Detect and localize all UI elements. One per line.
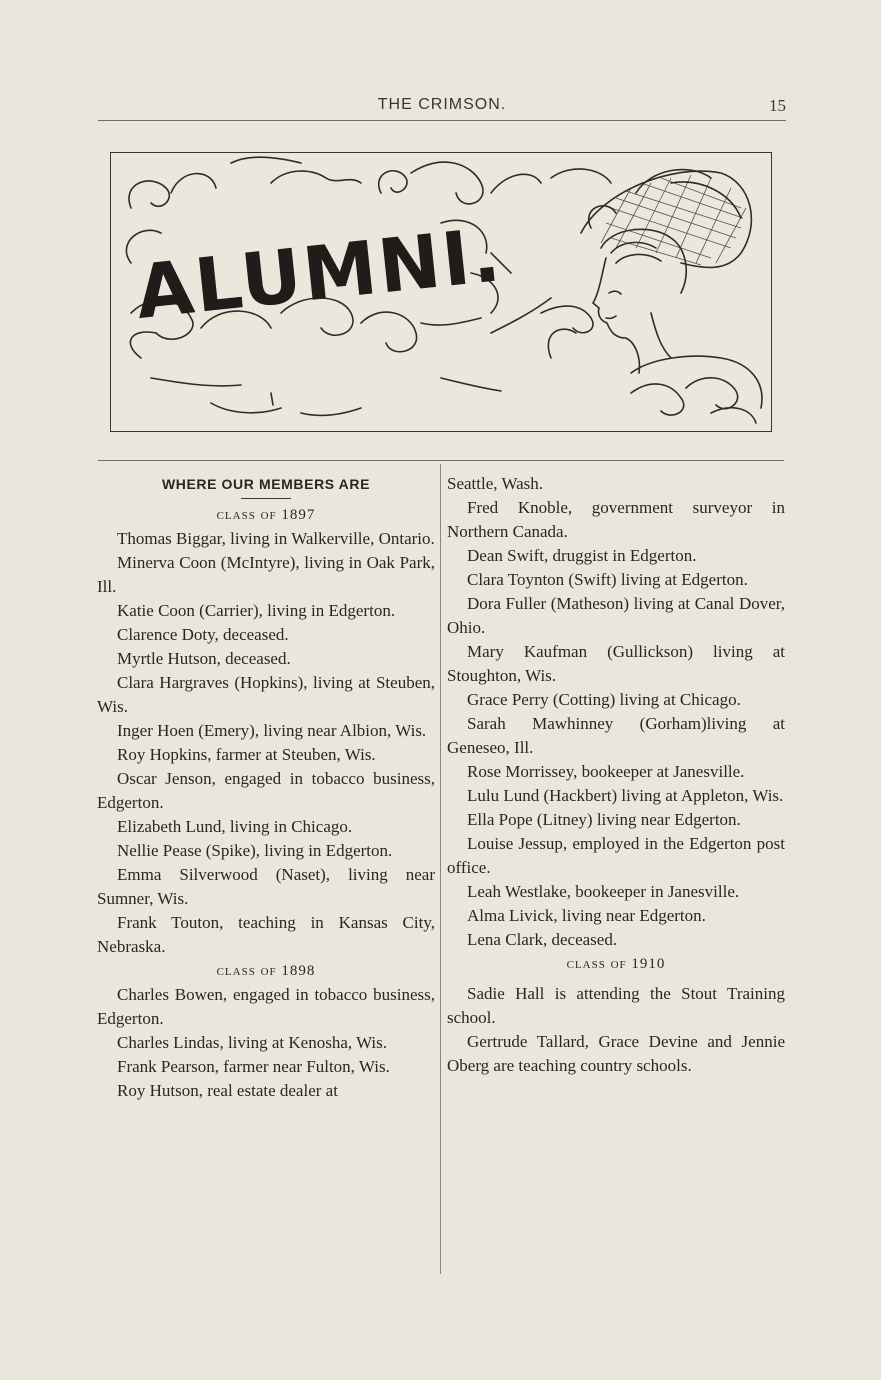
- page-number: 15: [769, 96, 786, 115]
- alumni-entry: Thomas Biggar, living in Walkerville, Ontario.: [117, 529, 435, 548]
- alumni-entry: Clara Toynton (Swift) living at Edgerton.: [467, 570, 748, 589]
- alumni-entry-continued: Seattle, Wash.: [447, 474, 544, 493]
- alumni-entry: Mary Kaufman (Gullickson) living at Stoughton, Wis.: [447, 642, 785, 685]
- alumni-entry: Emma Silverwood (Naset), living near Sumner, Wis.: [97, 865, 435, 908]
- alumni-entry: Katie Coon (Carrier), living in Edgerton.: [117, 601, 396, 620]
- alumni-drawing: [111, 153, 771, 431]
- running-head: [98, 94, 786, 121]
- alumni-entry: Clara Hargraves (Hopkins), living at Steuben, Wis.: [97, 673, 435, 716]
- alumni-entry: Leah Westlake, bookeeper in Janesville.: [467, 882, 740, 901]
- alumni-entry: Myrtle Hutson, deceased.: [117, 649, 291, 668]
- alumni-entry: Charles Lindas, living at Kenosha, Wis.: [117, 1033, 388, 1052]
- class-heading-1897: class of 1897: [216, 507, 316, 523]
- alumni-entry: Lulu Lund (Hackbert) living at Appleton, Wis.: [467, 786, 784, 805]
- alumni-entry: Dean Swift, druggist in Edgerton.: [467, 546, 697, 565]
- alumni-entry: Sarah Mawhinney (Gorham)living at Geneseo, Ill.: [447, 714, 785, 757]
- alumni-entry: Roy Hopkins, farmer at Steuben, Wis.: [117, 745, 376, 764]
- alumni-entry: Dora Fuller (Matheson) living at Canal Dover, Ohio.: [447, 594, 785, 637]
- alumni-entry: Oscar Jenson, engaged in tobacco business, Edgerton.: [97, 769, 435, 812]
- alumni-entry: Sadie Hall is attending the Stout Training school.: [447, 984, 785, 1027]
- alumni-entry: Ella Pope (Litney) living near Edgerton.: [467, 810, 741, 829]
- running-title: THE CRIMSON.: [377, 96, 507, 113]
- class-heading-1910: class of 1910: [566, 956, 666, 972]
- alumni-entry: Alma Livick, living near Edgerton.: [467, 906, 706, 925]
- svg-text:ALUMNI.: ALUMNI.: [131, 212, 506, 336]
- column-divider: [440, 464, 441, 1274]
- alumni-entry: Gertrude Tallard, Grace Devine and Jennie Oberg are teaching country schools.: [447, 1032, 785, 1075]
- alumni-entry: Frank Touton, teaching in Kansas City, Nebraska.: [97, 913, 435, 956]
- alumni-entry: Minerva Coon (McIntyre), living in Oak Park, Ill.: [97, 553, 435, 596]
- alumni-entry: Clarence Doty, deceased.: [117, 625, 289, 644]
- alumni-entry: Roy Hutson, real estate dealer at: [117, 1081, 338, 1100]
- article-heading: WHERE OUR MEMBERS ARE: [161, 476, 371, 492]
- section-top-rule: [98, 460, 784, 461]
- alumni-entry: Charles Bowen, engaged in tobacco business, Edgerton.: [97, 985, 435, 1028]
- alumni-lettering: [132, 212, 506, 336]
- alumni-entry: Rose Morrissey, bookeeper at Janesville.: [467, 762, 745, 781]
- alumni-entry: Lena Clark, deceased.: [467, 930, 618, 949]
- alumni-entry: Nellie Pease (Spike), living in Edgerton.: [117, 841, 393, 860]
- alumni-entry: Frank Pearson, farmer near Fulton, Wis.: [117, 1057, 390, 1076]
- alumni-entry: Grace Perry (Cotting) living at Chicago.: [467, 690, 741, 709]
- right-column: [447, 472, 785, 1078]
- alumni-entry: Inger Hoen (Emery), living near Albion, Wis.: [117, 721, 427, 740]
- alumni-banner-illustration: [110, 152, 772, 432]
- alumni-entry: Fred Knoble, government surveyor in Northern Canada.: [447, 498, 785, 541]
- heading-rule: [241, 498, 291, 499]
- alumni-entry: Louise Jessup, employed in the Edgerton post office.: [447, 834, 785, 877]
- left-column: [97, 472, 435, 1103]
- class-heading-1898: class of 1898: [216, 963, 316, 979]
- alumni-entry: Elizabeth Lund, living in Chicago.: [117, 817, 353, 836]
